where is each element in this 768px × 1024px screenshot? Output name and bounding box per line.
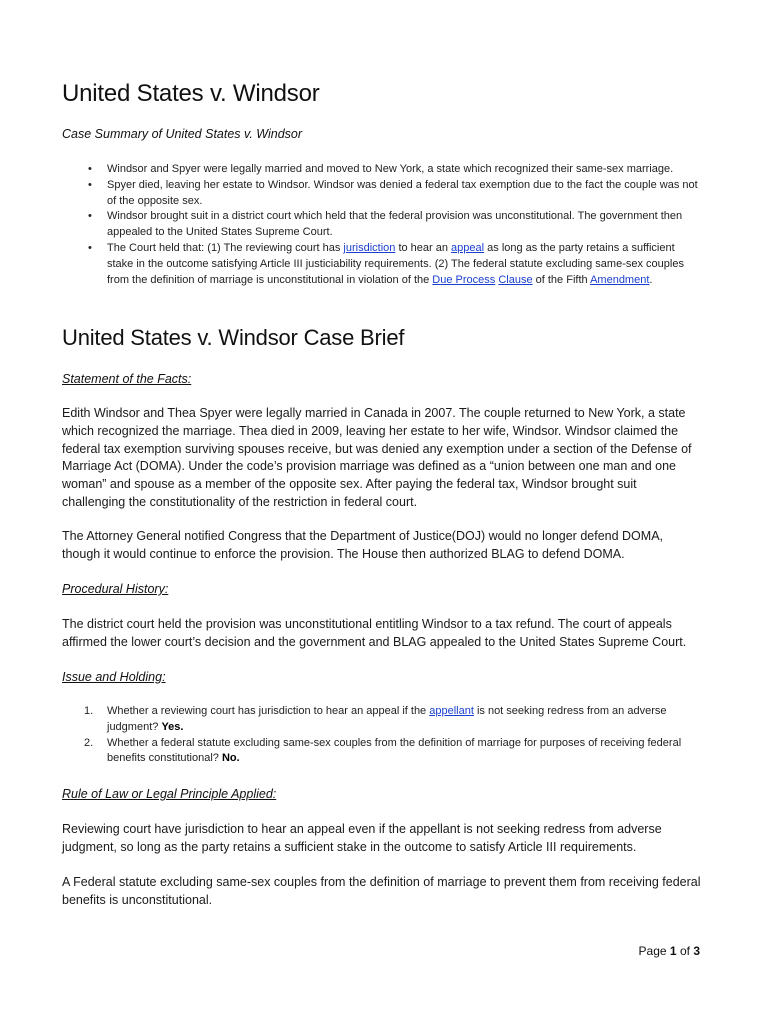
appellant-link[interactable]: appellant xyxy=(429,705,474,717)
procedural-history-heading: Procedural History: xyxy=(62,582,169,596)
facts-paragraph-2: The Attorney General notified Congress that the Department of Justice(DOJ) would no longer defend DOMA, though it would continue to enforce the provision. The House then authorized BLAG to defend DOMA. xyxy=(62,529,664,561)
list-item: 1. Whether a reviewing court has jurisdiction to hear an appeal if the appellant is not seeking redress from an adverse judgment? Yes. xyxy=(84,705,667,733)
page-number: Page 1 of 3 xyxy=(638,944,700,958)
case-summary-heading: Case Summary of United States v. Windsor xyxy=(62,127,303,141)
list-item: • Spyer died, leaving her estate to Windsor. Windsor was denied a federal tax exemption due to the fact the couple was not of the opposite sex. xyxy=(62,178,702,210)
rule-paragraph-2: A Federal statute excluding same-sex couples from the definition of marriage to prevent them from receiving federal benefits is unconstitutional. xyxy=(62,875,701,907)
rule-of-law-heading: Rule of Law or Legal Principle Applied: xyxy=(62,787,277,801)
rule-paragraph-1: Reviewing court have jurisdiction to hear an appeal even if the appellant is not seeking redress from adverse judgment, so long as the party retains a sufficient stake in the outcome to satisfy Article III requirements. xyxy=(62,822,662,854)
clause-link[interactable]: Clause xyxy=(498,273,533,286)
issue-list xyxy=(62,704,702,767)
facts-paragraph-1: Edith Windsor and Thea Spyer were legally married in Canada in 2007. The couple returned to New York, a state which recognized the marriage. Thea died in 2009, leaving her estate to her wife, Windsor. Windsor claimed the federal tax exemption surviving spouses receive, but was denied any exemption under a section of the Defense of Marriage Act (DOMA). Under the code’s provision marriage was defined as a “union between one man and one woman” and spouse as a member of the opposite sex. After paying the federal tax, Windsor brought suit challenging the constitutionality of the restriction in federal court. xyxy=(62,406,692,509)
amendment-link[interactable]: Amendment xyxy=(590,273,650,286)
case-summary-list xyxy=(62,162,702,288)
jurisdiction-link[interactable]: jurisdiction xyxy=(343,241,396,254)
issue-holding-heading: Issue and Holding: xyxy=(62,670,166,684)
facts-heading: Statement of the Facts: xyxy=(62,372,192,386)
list-item: • Windsor and Spyer were legally married and moved to New York, a state which recognized their same-sex marriage. xyxy=(62,162,702,178)
appeal-link[interactable]: appeal xyxy=(451,241,485,254)
list-item: • Windsor brought suit in a district court which held that the federal provision was unconstitutional. The government then appealed to the United States Supreme Court. xyxy=(62,209,702,241)
procedural-history-paragraph: The district court held the provision was unconstitutional entitling Windsor to a tax refund. The court of appeals affirmed the lower court’s decision and the government and BLAG appealed to the United States Supreme Court. xyxy=(62,617,687,649)
case-brief-heading: United States v. Windsor Case Brief xyxy=(62,325,405,350)
list-item: • The Court held that: (1) The reviewing court has jurisdiction to hear an appeal as long as the party retains a sufficient stake in the outcome satisfying Article III justiciability requirements. (2) The federal statute excluding same-sex couples from the definition of marriage is unconstitutional in violation of the Due Process Clause of the Fifth Amendment. xyxy=(62,241,702,288)
due-process-link[interactable]: Due Process xyxy=(432,273,496,286)
holding-answer: Yes. xyxy=(161,720,184,733)
holding-answer: No. xyxy=(221,752,240,765)
list-item: 2. Whether a federal statute excluding same-sex couples from the definition of marriage for purposes of receiving federal benefits constitutional? No. xyxy=(84,736,682,765)
page-title: United States v. Windsor xyxy=(62,80,320,107)
